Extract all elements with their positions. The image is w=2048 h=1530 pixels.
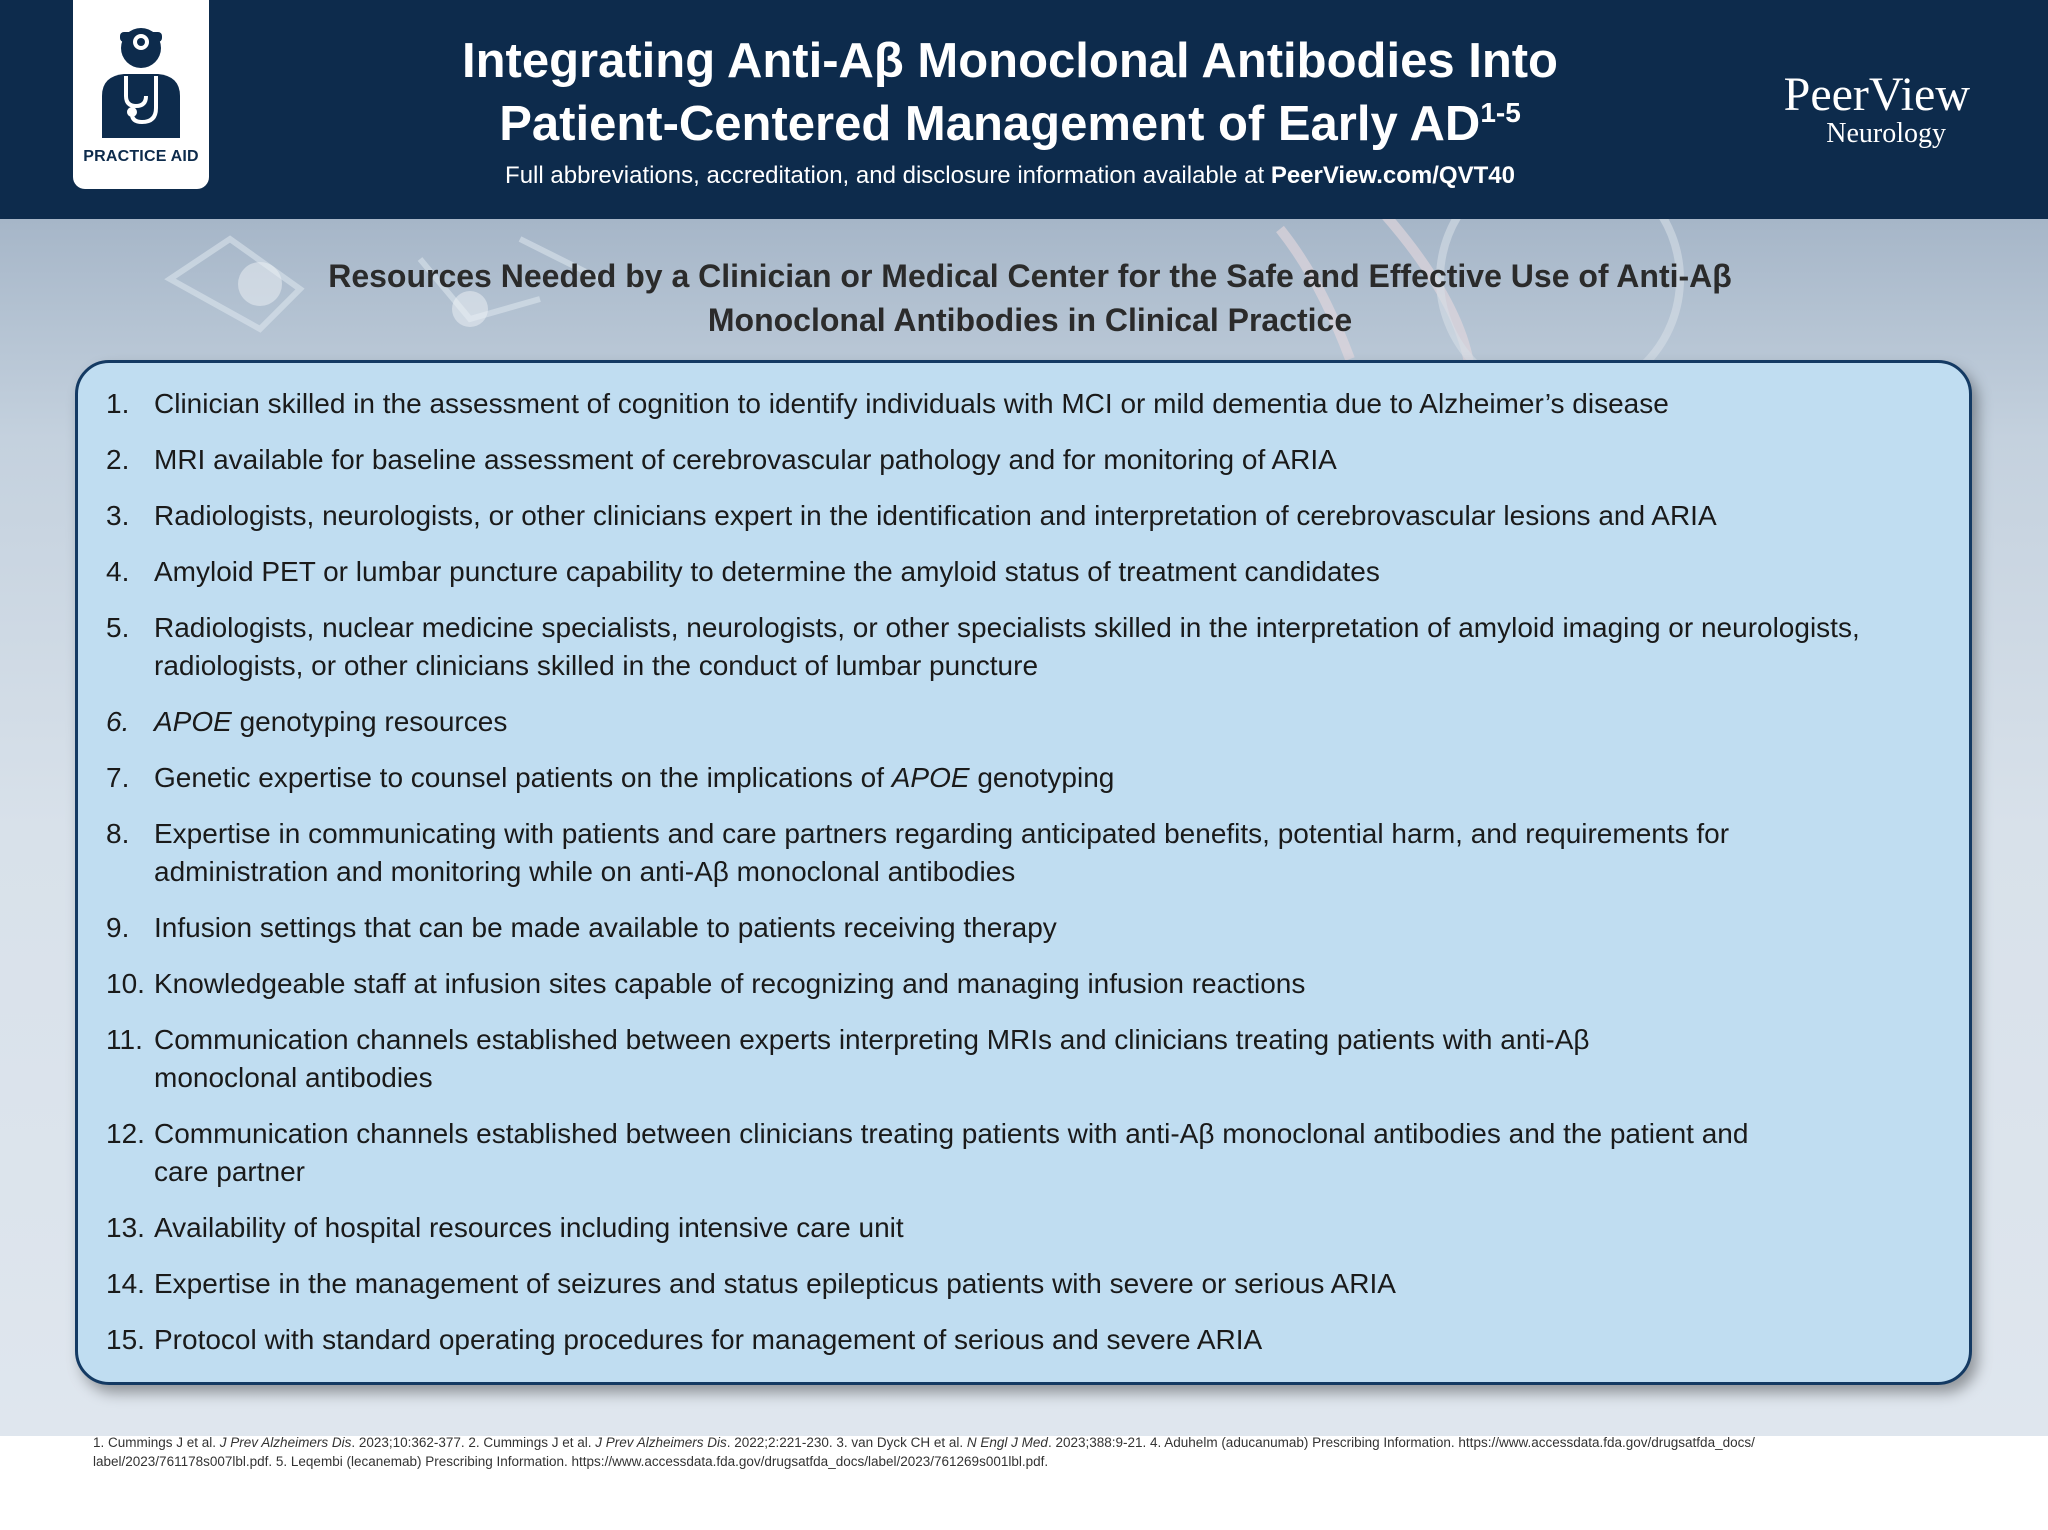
item-text: Availability of hospital resources including intensive care unit: [154, 1212, 904, 1243]
subtitle-link[interactable]: PeerView.com/QVT40: [1270, 162, 1515, 189]
doctor-icon: [96, 22, 186, 138]
title-superscript: 1-5: [1480, 97, 1521, 128]
item-text-line-1: Radiologists, nuclear medicine specialists, neurologists, or other specialists skilled in the interpretation of amyloid imaging or neurologists,: [154, 612, 1860, 643]
subtitle-text: Full abbreviations, accreditation, and disclosure information available at: [505, 162, 1265, 189]
ref-journal: J Prev Alzheimers Dis: [595, 1435, 727, 1450]
item-number: 2.: [106, 444, 130, 475]
item-number: 5.: [106, 612, 130, 643]
item-number: 13.: [106, 1212, 145, 1243]
item-text-line-1: Communication channels established between experts interpreting MRIs and clinicians treating patients with anti-Aβ: [154, 1024, 1590, 1055]
item-text-end: genotyping: [969, 762, 1115, 793]
item-text: MRI available for baseline assessment of cerebrovascular pathology and for monitoring of ARIA: [154, 444, 1337, 475]
references: [93, 1433, 1993, 1471]
section-heading: [180, 254, 1880, 342]
item-text: Expertise in the management of seizures and status epilepticus patients with severe or serious ARIA: [154, 1268, 1396, 1299]
ref-text: . 2022;2:221-230. 3. van Dyck CH et al.: [726, 1435, 967, 1450]
item-text: Protocol with standard operating procedures for management of serious and severe ARIA: [154, 1324, 1263, 1355]
practice-aid-badge: [73, 0, 209, 189]
peerview-logo: [1700, 70, 1970, 148]
item-text-line-1: Expertise in communicating with patients and care partners regarding anticipated benefits, potential harm, and requirements for: [154, 818, 1730, 849]
references-line-2: label/2023/761178s007lbl.pdf. 5. Leqembi (lecanemab) Prescribing Information. https://www.accessdata.fda.gov/drugsatfda_docs/label/2023/761269s001lbl.pdf.: [93, 1454, 1049, 1469]
item-text: Radiologists, neurologists, or other clinicians expert in the identification and interpretation of cerebrovascular lesions and ARIA: [154, 500, 1717, 531]
item-italic-term: APOE: [891, 762, 970, 793]
brand-name: PeerView: [1783, 68, 1970, 121]
section-heading-line-2: Monoclonal Antibodies in Clinical Practice: [707, 302, 1353, 338]
item-text: genotyping resources: [231, 706, 508, 737]
ref-text: 1. Cummings J et al.: [93, 1435, 220, 1450]
item-number: 1.: [106, 388, 130, 419]
item-text: Clinician skilled in the assessment of cognition to identify individuals with MCI or mild dementia due to Alzheimer’s disease: [154, 388, 1669, 419]
item-text-line-2: administration and monitoring while on anti-Aβ monoclonal antibodies: [154, 856, 1016, 887]
item-number: 12.: [106, 1118, 145, 1149]
ref-text: . 2023;388:9-21. 4. Aduhelm (aducanumab) Prescribing Information. https://www.accessdata.fda.gov/drugsatfda_docs/: [1047, 1435, 1755, 1450]
brand-subtitle: Neurology: [1826, 118, 1946, 149]
references-line-1: [93, 1433, 1993, 1452]
item-number: 4.: [106, 556, 130, 587]
item-text: Genetic expertise to counsel patients on the implications of: [154, 762, 892, 793]
resources-card: [75, 360, 1972, 1385]
item-italic-term: APOE: [154, 706, 232, 737]
item-text-line-2: monoclonal antibodies: [154, 1062, 433, 1093]
item-number: 7.: [106, 762, 130, 793]
item-text: Amyloid PET or lumbar puncture capability to determine the amyloid status of treatment candidates: [154, 556, 1380, 587]
ref-journal: N Engl J Med: [966, 1435, 1048, 1450]
item-text-line-2: radiologists, or other clinicians skilled in the conduct of lumbar puncture: [154, 650, 1039, 681]
section-heading-line-1: Resources Needed by a Clinician or Medical Center for the Safe and Effective Use of Anti-Aβ: [328, 258, 1732, 294]
item-text: Knowledgeable staff at infusion sites capable of recognizing and managing infusion reactions: [154, 968, 1306, 999]
page-title: [300, 30, 1720, 156]
item-number: 11.: [106, 1024, 143, 1055]
header-banner: [0, 0, 2048, 219]
item-text: Infusion settings that can be made available to patients receiving therapy: [154, 912, 1057, 943]
badge-label: PRACTICE AID: [83, 148, 199, 165]
item-text-line-2: care partner: [154, 1156, 305, 1187]
item-text-line-1: Communication channels established between clinicians treating patients with anti-Aβ monoclonal antibodies and the patient and: [154, 1118, 1749, 1149]
title-line-1: Integrating Anti-Aβ Monoclonal Antibodies Into: [462, 34, 1558, 88]
item-number: 6.: [106, 706, 130, 737]
item-number: 8.: [106, 818, 130, 849]
item-number: 3.: [106, 500, 130, 531]
title-line-2: Patient-Centered Management of Early AD: [499, 97, 1481, 151]
item-number: 15.: [106, 1324, 145, 1355]
subtitle: [300, 162, 1720, 190]
item-number: 10.: [106, 968, 145, 999]
item-number: 14.: [106, 1268, 145, 1299]
item-number: 9.: [106, 912, 130, 943]
ref-journal: J Prev Alzheimers Dis: [219, 1435, 352, 1450]
ref-text: . 2023;10:362-377. 2. Cummings J et al.: [351, 1435, 596, 1450]
